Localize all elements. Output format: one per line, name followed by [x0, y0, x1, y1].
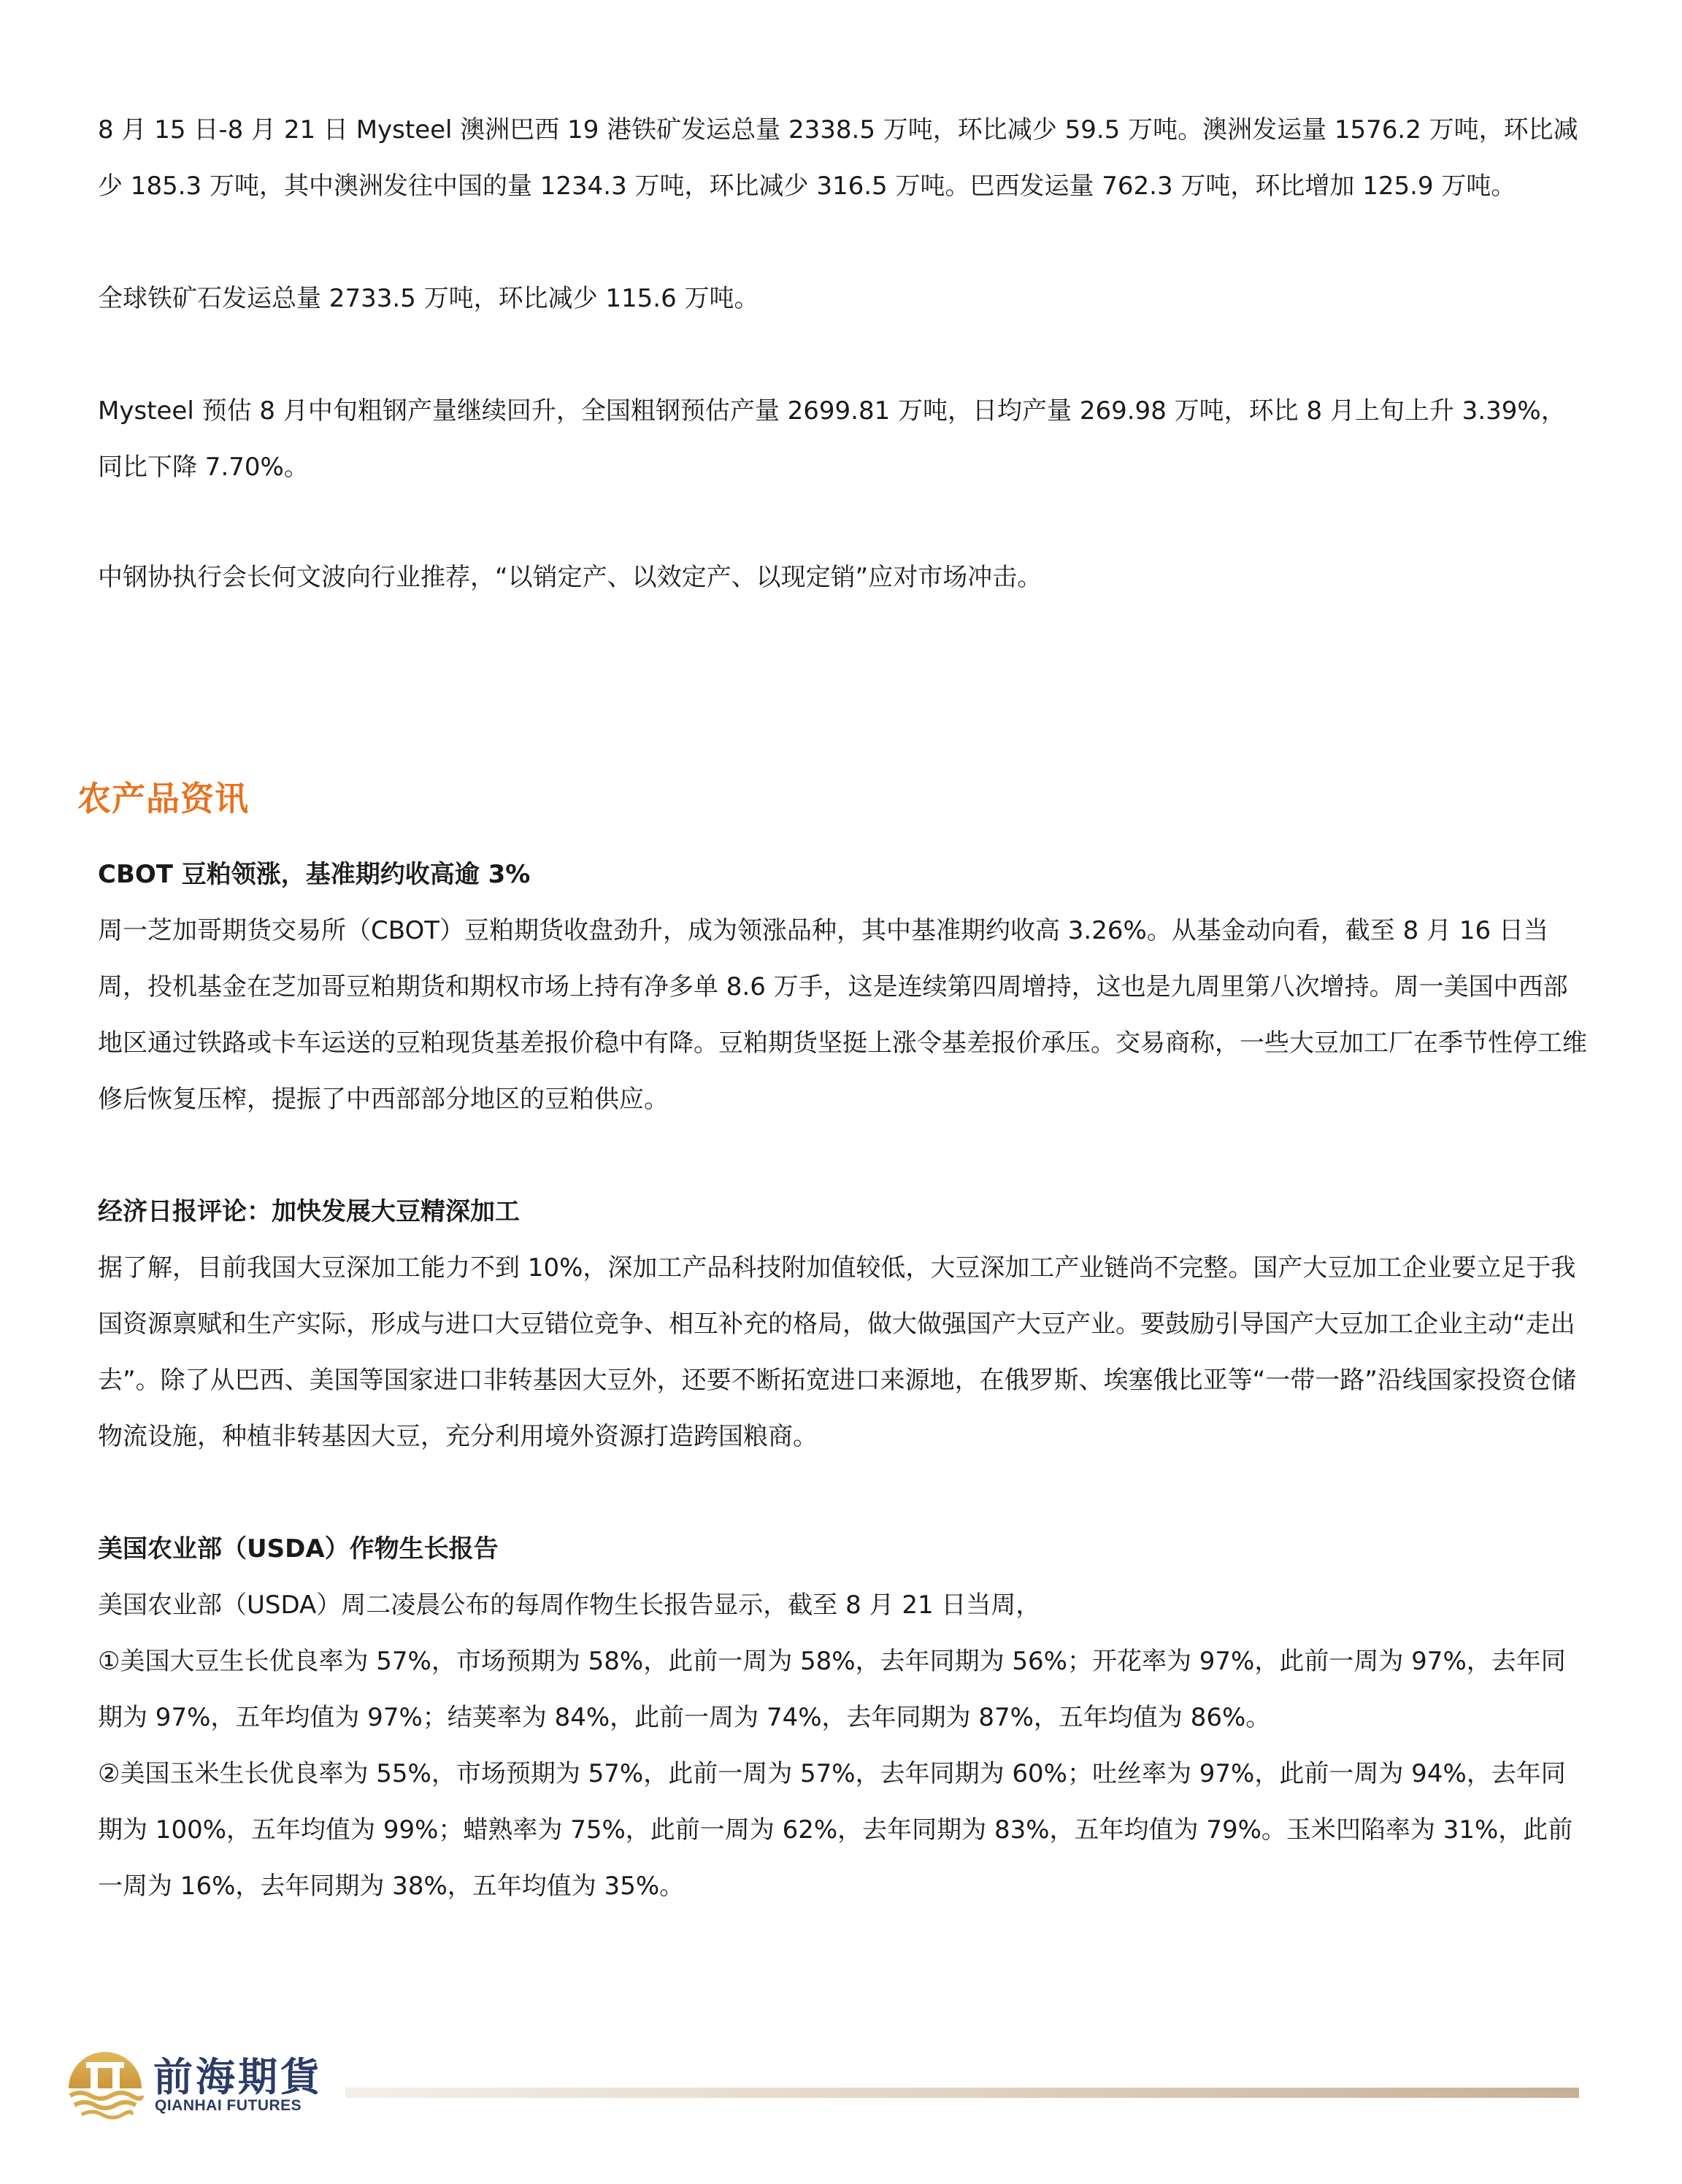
qianhai-logo-icon — [64, 2040, 146, 2122]
ferrous-news-block — [98, 102, 1587, 606]
article-headline: CBOT 豆粕领涨，基准期约收高逾 3% — [98, 860, 531, 889]
article-body: 周一芝加哥期货交易所（CBOT）豆粕期货收盘劲升，成为领涨品种，其中基准期约收高 3.26%。从基金动向看，截至 8 月 16 日当周，投机基金在芝加哥豆粕期货和期权市场上持有净多单 8.6 万手，这是连续第四周增持，这也是九周里第八次增持。周一美国中西部地区通过铁路或卡车运送的豆粕现货基差报价稳中有降。豆粕期货坚挺上涨令基差报价承压。交易商称，一些大豆加工厂在季节性停工维修后恢复压榨，提振了中西部部分地区的豆粕供应。 — [98, 916, 1587, 1114]
footer-divider-bar — [345, 2088, 1579, 2098]
paragraph-iron-ore-shipments: 8 月 15 日-8 月 21 日 Mysteel 澳洲巴西 19 港铁矿发运总量 2338.5 万吨，环比减少 59.5 万吨。澳洲发运量 1576.2 万吨，环比减少 185.3 万吨，其中澳洲发往中国的量 1234.3 万吨，环比减少 316.5 万吨。巴西发运量 762.3 万吨，环比增加 125.9 万吨。 — [98, 115, 1578, 201]
paragraph-global-iron-ore: 全球铁矿石发运总量 2733.5 万吨，环比减少 115.6 万吨。 — [98, 284, 759, 313]
corn-condition-item: ②美国玉米生长优良率为 55%，市场预期为 57%，此前一周为 57%，去年同期为 60%；吐丝率为 97%，此前一周为 94%，去年同期为 100%，五年均值为 99%；蜡熟率为 75%，此前一周为 62%，去年同期为 83%，五年均值为 79%。玉米凹陷率为 31%，此前一周为 16%，去年同期为 38%，五年均值为 35%。 — [98, 1759, 1573, 1901]
soybean-condition-item: ①美国大豆生长优良率为 57%，市场预期为 58%，此前一周为 58%，去年同期为 56%；开花率为 97%，此前一周为 97%，去年同期为 97%，五年均值为 97%；结荚率为 84%，此前一周为 74%，去年同期为 87%，五年均值为 86%。 — [98, 1647, 1566, 1732]
article-headline: 美国农业部（USDA）作物生长报告 — [98, 1534, 499, 1564]
article-body: 据了解，目前我国大豆深加工能力不到 10%，深加工产品科技附加值较低，大豆深加工产业链尚不完整。国产大豆加工企业要立足于我国资源禀赋和生产实际，形成与进口大豆错位竞争、相互补充的格局，做大做强国产大豆产业。要鼓励引导国产大豆加工企业主动“走出去”。除了从巴西、美国等国家进口非转基因大豆外，还要不断拓宽进口来源地，在俄罗斯、埃塞俄比亚等“一带一路”沿线国家投资仓储物流设施，种植非转基因大豆，充分利用境外资源打造跨国粮商。 — [98, 1253, 1576, 1451]
article-headline: 经济日报评论：加快发展大豆精深加工 — [98, 1197, 520, 1226]
article-intro: 美国农业部（USDA）周二凌晨公布的每周作物生长报告显示，截至 8 月 21 日当周， — [98, 1591, 1041, 1620]
logo-english-name: QIANHAI FUTURES — [155, 2097, 302, 2114]
logo-chinese-name: 前海期貨 — [153, 2053, 323, 2100]
page-footer — [64, 2040, 1583, 2128]
agriculture-news-block — [98, 847, 1587, 1915]
paragraph-steel-association: 中钢协执行会长何文波向行业推荐，“以销定产、以效定产、以现定销”应对市场冲击。 — [98, 563, 1042, 592]
section-title-agriculture: 农产品资讯 — [77, 779, 249, 818]
paragraph-crude-steel-output: Mysteel 预估 8 月中旬粗钢产量继续回升，全国粗钢预估产量 2699.81 万吨，日均产量 269.98 万吨，环比 8 月上旬上升 3.39%，同比下降 7.70%。 — [98, 396, 1566, 482]
